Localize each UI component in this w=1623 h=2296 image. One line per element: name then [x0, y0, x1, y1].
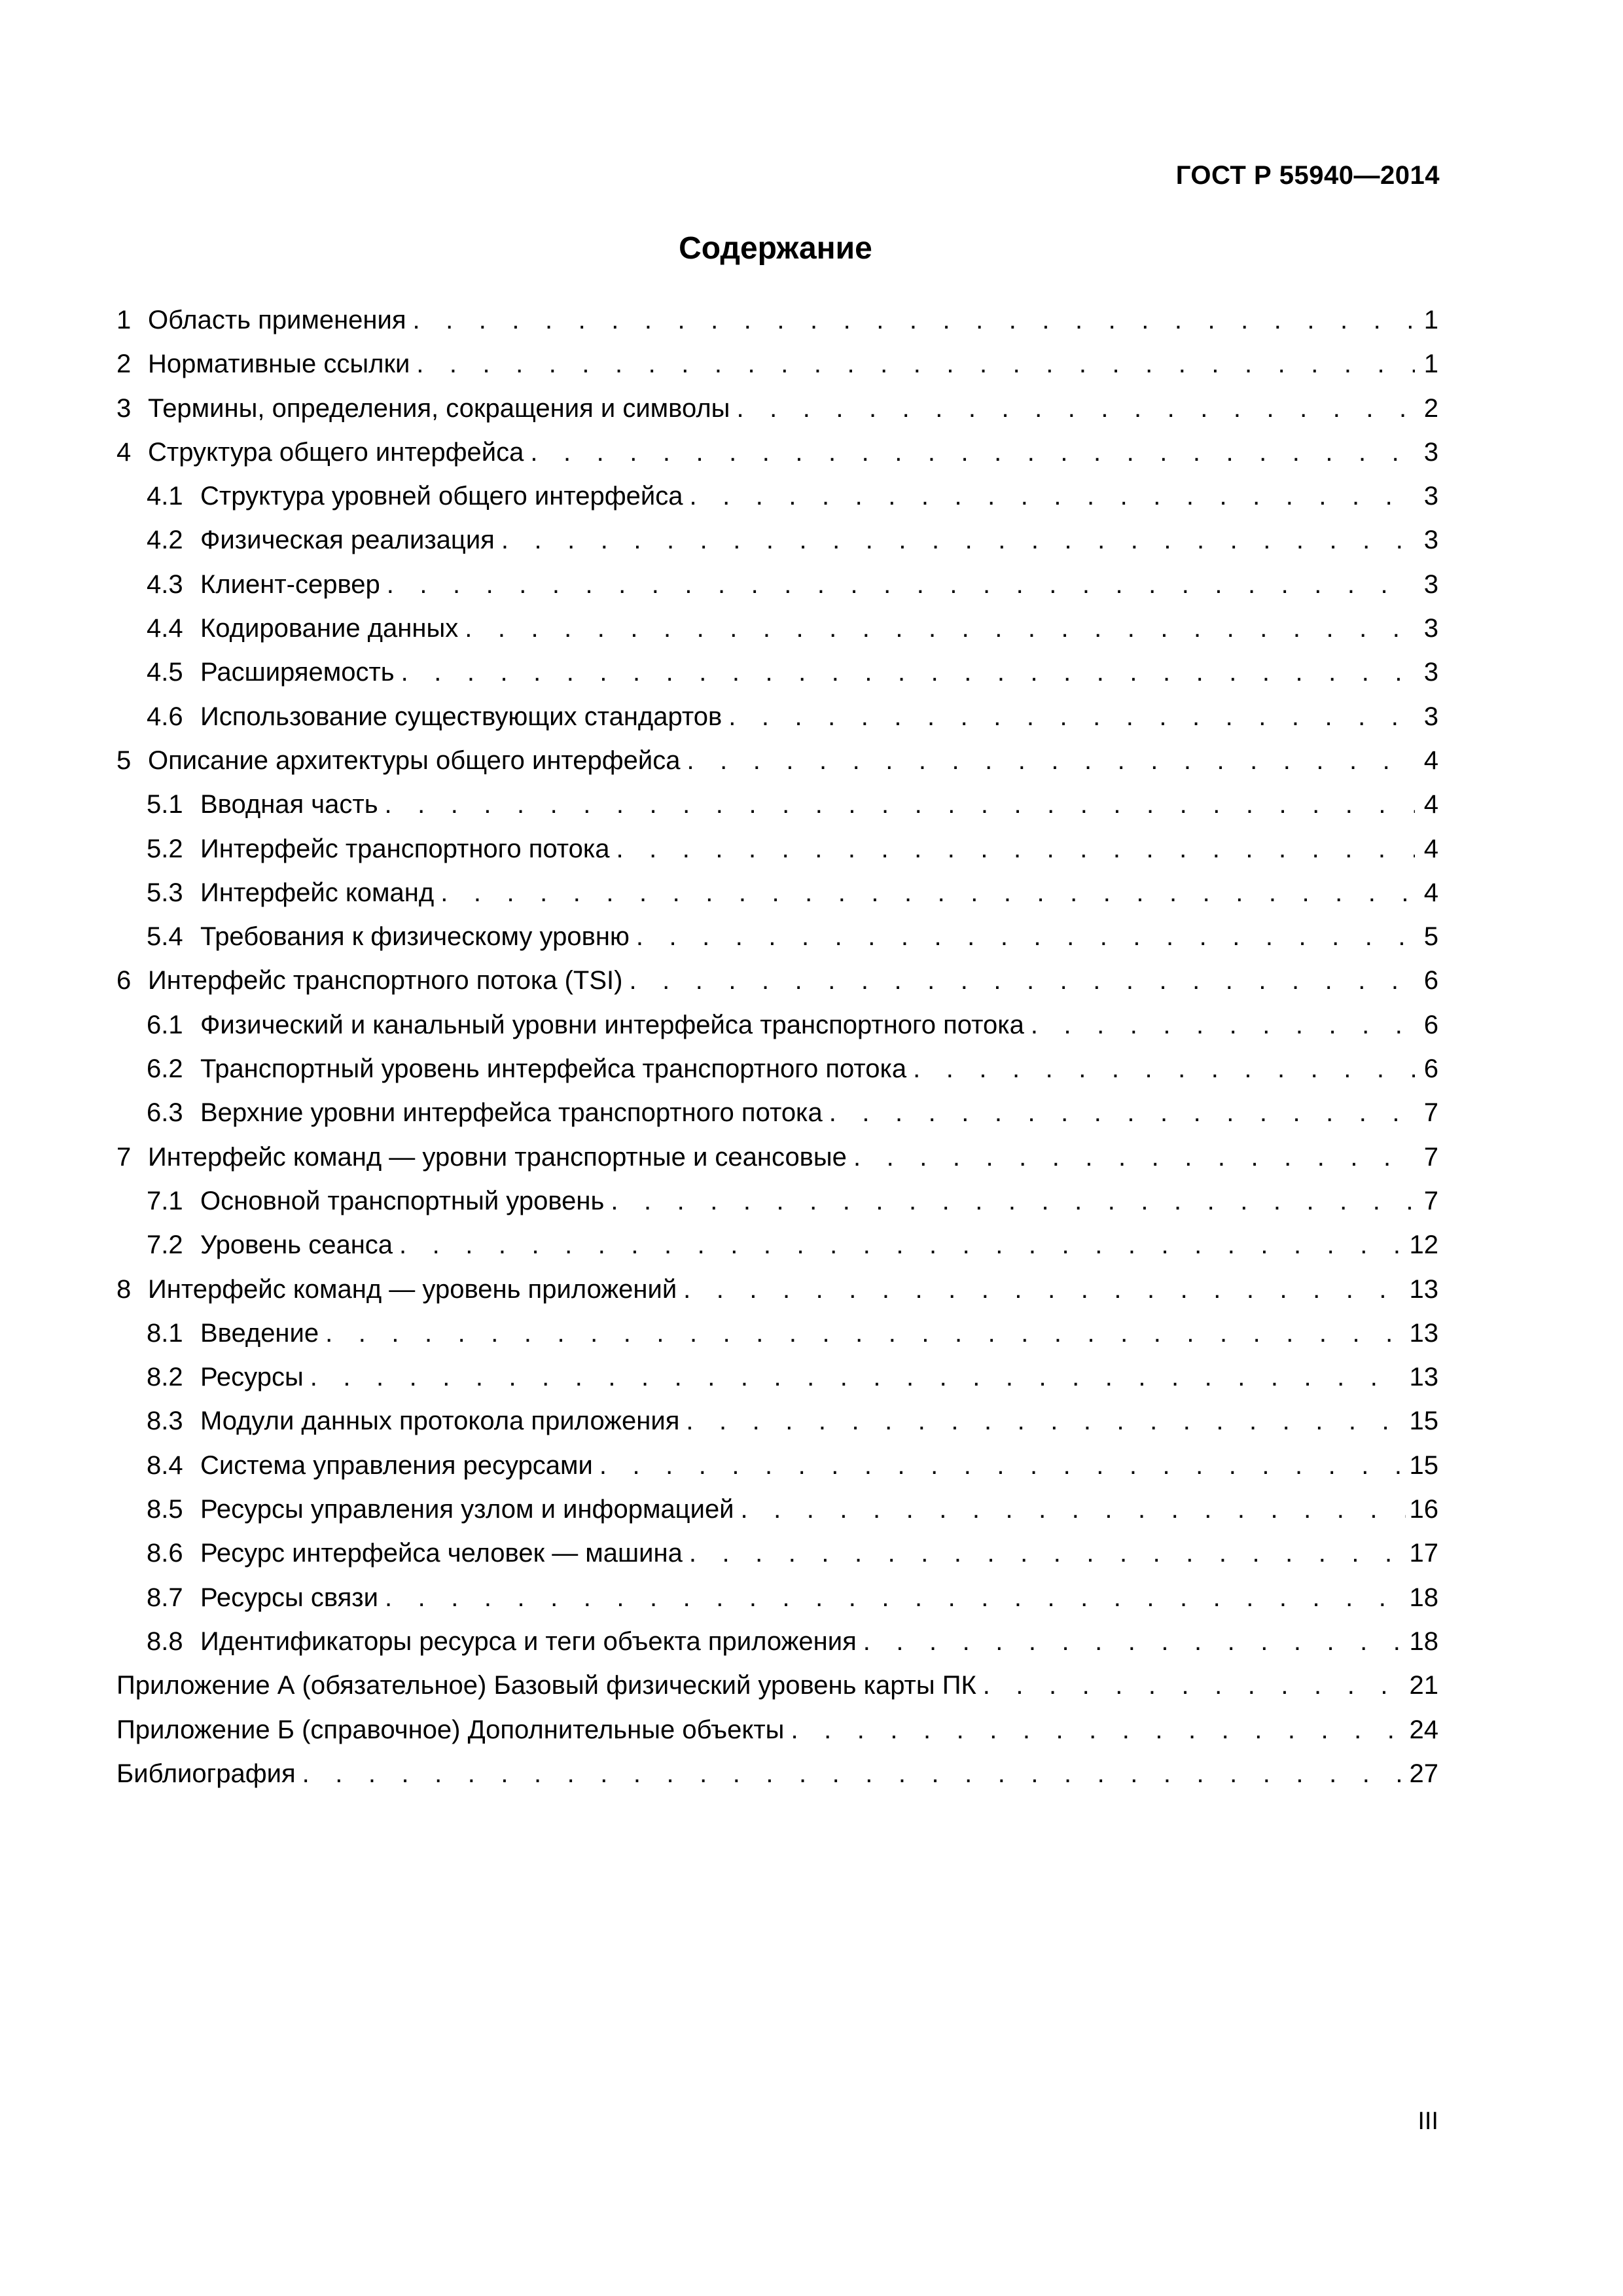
toc-entry[interactable] [116, 518, 1438, 562]
toc-entry-title: Интерфейс транспортного потока (TSI) [148, 966, 623, 996]
toc-dot-leader [829, 1091, 1415, 1135]
toc-entry[interactable] [116, 1708, 1438, 1752]
toc-entry[interactable] [116, 475, 1438, 518]
toc-entry-number: 6.2 [147, 1054, 183, 1084]
toc-entry-page: 7 [1423, 1142, 1438, 1172]
toc-entry-number: 8.2 [147, 1363, 183, 1392]
toc-entry-page: 27 [1409, 1759, 1438, 1788]
toc-entry[interactable] [116, 387, 1438, 431]
toc-entry[interactable] [116, 431, 1438, 475]
toc-dot-leader [401, 651, 1415, 694]
toc-entry-page: 3 [1423, 482, 1438, 511]
toc-entry-title: Транспортный уровень интерфейса транспортного потока [200, 1054, 907, 1084]
toc-entry-number: 6.1 [147, 1010, 183, 1039]
toc-entry-title: Вводная часть [200, 790, 378, 819]
toc-dot-leader [599, 1444, 1406, 1488]
toc-entry[interactable] [116, 1532, 1438, 1575]
toc-dot-leader [913, 1047, 1415, 1091]
toc-entry-title: Кодирование данных [200, 614, 459, 643]
toc-entry-number: 5.3 [147, 878, 183, 907]
toc-dot-leader [689, 475, 1415, 518]
toc-entry-number: 7.1 [147, 1186, 183, 1215]
toc-entry-page: 13 [1409, 1363, 1438, 1392]
toc-entry-title: Модули данных протокола приложения [200, 1407, 680, 1436]
toc-entry-number: 8.3 [147, 1407, 183, 1436]
toc-entry-number: 8 [116, 1274, 132, 1304]
toc-entry-page: 15 [1409, 1407, 1438, 1436]
toc-entry[interactable] [116, 1312, 1438, 1355]
toc-entry[interactable] [116, 1620, 1438, 1664]
toc-entry-page: 1 [1423, 306, 1438, 334]
toc-entry-page: 3 [1423, 437, 1438, 467]
toc-entry-number: 8.4 [147, 1450, 183, 1480]
toc-entry-title: Область применения [148, 306, 406, 334]
toc-entry-title: Приложение А (обязательное) Базовый физический уровень карты ПК [116, 1671, 976, 1700]
toc-entry-number: 6 [116, 966, 132, 996]
toc-title: Содержание [679, 231, 872, 266]
toc-entry-number: 6.3 [147, 1098, 183, 1128]
document-code: ГОСТ Р 55940—2014 [1175, 161, 1440, 190]
toc-entry-page: 4 [1423, 878, 1438, 907]
toc-entry-page: 18 [1409, 1626, 1438, 1656]
toc-entry-page: 3 [1423, 526, 1438, 555]
toc-entry-page: 4 [1423, 745, 1438, 775]
toc-entry-page: 18 [1409, 1583, 1438, 1612]
toc-entry-title: Интерфейс команд — уровни транспортные и сеансовые [148, 1142, 847, 1172]
toc-entry[interactable] [116, 959, 1438, 1003]
toc-entry[interactable] [116, 607, 1438, 651]
toc-entry-title: Система управления ресурсами [200, 1450, 593, 1480]
toc-entry-number: 8.8 [147, 1626, 183, 1656]
toc-entry[interactable] [116, 915, 1438, 959]
toc-entry-title: Описание архитектуры общего интерфейса [148, 745, 681, 775]
toc-dot-leader [736, 387, 1415, 431]
toc-entry[interactable] [116, 1223, 1438, 1267]
toc-entry[interactable] [116, 739, 1438, 783]
toc-entry-page: 24 [1409, 1715, 1438, 1744]
toc-entry-page: 15 [1409, 1450, 1438, 1480]
toc-entry-title: Структура уровней общего интерфейса [200, 482, 683, 511]
toc-dot-leader [687, 739, 1415, 783]
toc-dot-leader [1031, 1003, 1415, 1047]
toc-entry[interactable] [116, 827, 1438, 871]
toc-dot-leader [791, 1708, 1405, 1752]
toc-dot-leader [853, 1136, 1415, 1179]
toc-dot-leader [387, 563, 1415, 607]
toc-dot-leader [416, 342, 1415, 386]
toc-entry-title: Интерфейс команд [200, 878, 435, 907]
toc-entry-number: 5.2 [147, 834, 183, 863]
toc-entry-page: 12 [1409, 1230, 1438, 1260]
toc-entry-title: Основной транспортный уровень [200, 1186, 605, 1215]
toc-entry-page: 6 [1423, 966, 1438, 996]
toc-entry-title: Интерфейс транспортного потока [200, 834, 610, 863]
toc-entry-page: 17 [1409, 1539, 1438, 1568]
toc-entry-title: Клиент-сервер [200, 569, 380, 599]
toc-entry-number: 4.2 [147, 526, 183, 555]
toc-entry-title: Приложение Б (справочное) Дополнительные объекты [116, 1715, 785, 1744]
toc-entry-number: 4.1 [147, 482, 183, 511]
toc-entry[interactable] [116, 1355, 1438, 1399]
toc-entry[interactable] [116, 1268, 1438, 1312]
toc-entry[interactable] [116, 1399, 1438, 1443]
toc-entry-number: 2 [116, 350, 132, 379]
toc-entry-number: 4.4 [147, 614, 183, 643]
toc-entry-number: 5 [116, 745, 132, 775]
toc-entry[interactable] [116, 1664, 1438, 1708]
toc-entry-title: Ресурсы связи [200, 1583, 378, 1612]
page-number: III [1418, 2108, 1438, 2135]
toc-entry-title: Введение [200, 1318, 319, 1348]
toc-entry-title: Интерфейс команд — уровень приложений [148, 1274, 677, 1304]
toc-entry-page: 21 [1409, 1671, 1438, 1700]
toc-entry[interactable] [116, 783, 1438, 827]
toc-entry-page: 3 [1423, 702, 1438, 731]
toc-entry[interactable] [116, 651, 1438, 694]
toc-dot-leader [683, 1268, 1405, 1312]
table-of-contents [116, 298, 1438, 1796]
toc-entry-page: 13 [1409, 1274, 1438, 1304]
toc-dot-leader [310, 1355, 1406, 1399]
toc-entry-title: Ресурсы управления узлом и информацией [200, 1495, 734, 1524]
toc-entry-title: Использование существующих стандартов [200, 702, 722, 731]
toc-entry-title: Расширяемость [200, 658, 395, 687]
toc-entry-number: 4.5 [147, 658, 183, 687]
toc-entry-number: 8.6 [147, 1539, 183, 1568]
toc-dot-leader [689, 1532, 1406, 1575]
toc-entry-page: 3 [1423, 658, 1438, 687]
toc-entry-title: Физический и канальный уровни интерфейса транспортного потока [200, 1010, 1024, 1039]
toc-entry-title: Требования к физическому уровню [200, 922, 630, 952]
toc-dot-leader [616, 827, 1416, 871]
toc-entry-title: Ресурсы [200, 1363, 304, 1392]
toc-entry-number: 4.3 [147, 569, 183, 599]
toc-entry-title: Библиография [116, 1759, 296, 1788]
toc-dot-leader [728, 695, 1415, 739]
toc-dot-leader [501, 518, 1415, 562]
toc-dot-leader [302, 1752, 1406, 1796]
toc-entry-title: Физическая реализация [200, 526, 495, 555]
toc-entry-title: Структура общего интерфейса [148, 437, 524, 467]
toc-dot-leader [385, 1576, 1406, 1620]
toc-entry[interactable] [116, 1047, 1438, 1091]
toc-entry-page: 13 [1409, 1318, 1438, 1348]
toc-dot-leader [636, 915, 1415, 959]
toc-dot-leader [465, 607, 1415, 651]
toc-entry-page: 4 [1423, 790, 1438, 819]
toc-entry-title: Нормативные ссылки [148, 350, 410, 379]
toc-dot-leader [440, 871, 1415, 915]
toc-entry[interactable] [116, 1179, 1438, 1223]
toc-dot-leader [399, 1223, 1405, 1267]
toc-entry[interactable] [116, 342, 1438, 386]
toc-entry[interactable] [116, 1576, 1438, 1620]
toc-dot-leader [325, 1312, 1405, 1355]
toc-dot-leader [413, 298, 1415, 342]
toc-entry-number: 8.1 [147, 1318, 183, 1348]
toc-entry-title: Верхние уровни интерфейса транспортного потока [200, 1098, 823, 1128]
toc-entry-page: 7 [1423, 1186, 1438, 1215]
toc-entry-page: 2 [1423, 393, 1438, 423]
toc-entry[interactable] [116, 1091, 1438, 1135]
toc-entry-number: 8.7 [147, 1583, 183, 1612]
toc-entry[interactable] [116, 298, 1438, 342]
toc-entry-title: Ресурс интерфейса человек — машина [200, 1539, 683, 1568]
toc-entry-title: Уровень сеанса [200, 1230, 393, 1260]
toc-dot-leader [385, 783, 1415, 827]
toc-entry-page: 6 [1423, 1010, 1438, 1039]
toc-entry-number: 1 [116, 306, 132, 334]
toc-dot-leader [686, 1399, 1405, 1443]
toc-entry-number: 7 [116, 1142, 132, 1172]
toc-entry-number: 8.5 [147, 1495, 183, 1524]
toc-dot-leader [741, 1488, 1406, 1532]
toc-entry-page: 3 [1423, 569, 1438, 599]
toc-entry-title: Термины, определения, сокращения и символы [148, 393, 730, 423]
toc-entry[interactable] [116, 871, 1438, 915]
toc-entry[interactable] [116, 695, 1438, 739]
toc-dot-leader [863, 1620, 1406, 1664]
toc-dot-leader [629, 959, 1415, 1003]
toc-entry-page: 7 [1423, 1098, 1438, 1128]
toc-entry[interactable] [116, 1488, 1438, 1532]
toc-entry-page: 6 [1423, 1054, 1438, 1084]
toc-entry-page: 4 [1423, 834, 1438, 863]
toc-entry[interactable] [116, 1752, 1438, 1796]
toc-dot-leader [611, 1179, 1415, 1223]
toc-dot-leader [530, 431, 1415, 475]
toc-entry-number: 4 [116, 437, 132, 467]
toc-entry[interactable] [116, 1136, 1438, 1179]
toc-entry-page: 1 [1423, 350, 1438, 379]
toc-entry-number: 3 [116, 393, 132, 423]
toc-entry[interactable] [116, 1444, 1438, 1488]
toc-dot-leader [983, 1664, 1406, 1708]
toc-entry-number: 5.1 [147, 790, 183, 819]
toc-entry[interactable] [116, 563, 1438, 607]
toc-entry[interactable] [116, 1003, 1438, 1047]
toc-entry-page: 5 [1423, 922, 1438, 952]
toc-entry-title: Идентификаторы ресурса и теги объекта приложения [200, 1626, 857, 1656]
toc-entry-number: 5.4 [147, 922, 183, 952]
toc-entry-number: 4.6 [147, 702, 183, 731]
toc-entry-page: 3 [1423, 614, 1438, 643]
toc-entry-number: 7.2 [147, 1230, 183, 1260]
toc-entry-page: 16 [1409, 1495, 1438, 1524]
